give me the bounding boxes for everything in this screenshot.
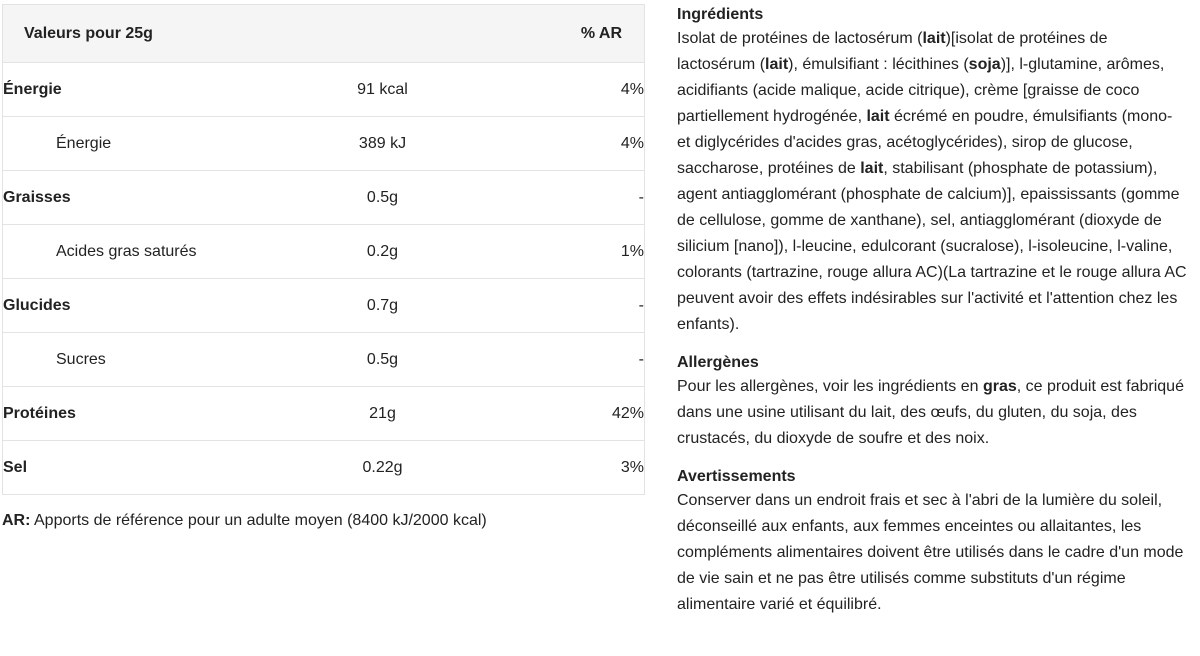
header-value xyxy=(303,5,463,63)
nutrient-reference-intake: - xyxy=(463,279,645,333)
ingredients-title: Ingrédients xyxy=(677,6,764,23)
nutrient-value: 0.7g xyxy=(303,279,463,333)
nutrition-row xyxy=(3,279,645,333)
nutrient-value: 21g xyxy=(303,387,463,441)
nutrient-reference-intake: - xyxy=(463,171,645,225)
nutrient-value: 0.2g xyxy=(303,225,463,279)
nutrient-reference-intake: 1% xyxy=(463,225,645,279)
nutrient-reference-intake: 4% xyxy=(463,63,645,117)
nutrient-reference-intake: - xyxy=(463,333,645,387)
text-segment: Pour les allergènes, voir les ingrédients en xyxy=(677,378,983,395)
nutrient-name: Sucres xyxy=(3,333,303,387)
ingredients-text xyxy=(677,26,1189,338)
nutrient-name: Énergie xyxy=(3,63,303,117)
nutrient-name: Énergie xyxy=(3,117,303,171)
text-segment: , ce produit est fabriqué dans une usine utilisant du lait, des œufs, du gluten, du soja, des crustacés, du dioxyde de soufre et des noix. xyxy=(677,378,1184,447)
allergens-section xyxy=(677,352,1189,452)
allergens-title: Allergènes xyxy=(677,354,759,371)
nutrition-panel xyxy=(2,4,644,495)
product-info xyxy=(677,4,1189,618)
nutrient-value: 389 kJ xyxy=(303,117,463,171)
nutrition-row xyxy=(3,171,645,225)
nutrition-row xyxy=(3,333,645,387)
bold-allergen: lait xyxy=(922,30,946,47)
nutrition-row xyxy=(3,117,645,171)
reference-intake-footnote xyxy=(2,512,487,530)
nutrition-table xyxy=(2,4,645,495)
text-segment: , stabilisant (phosphate de potassium), agent antiagglomérant (phosphate de calcium)], epaississants (gomme de cellulose, gomme de xanthane), sel, antiagglomérant (dioxyde de silicium [nano]), l-leucine, edulcorant (sucralose), l-isoleucine, l-valine, colorants (tartrazine, rouge allura AC)(La tartrazine et le rouge allura AC peuvent avoir des effets indésirables sur l'activité et l'attention chez les enfants). xyxy=(677,160,1187,333)
nutrition-header-row xyxy=(3,5,645,63)
bold-allergen: lait xyxy=(860,160,884,177)
nutrition-row xyxy=(3,63,645,117)
footnote-text: Apports de référence pour un adulte moyen (8400 kJ/2000 kcal) xyxy=(30,512,487,529)
bold-allergen: gras xyxy=(982,378,1017,395)
nutrient-reference-intake: 42% xyxy=(463,387,645,441)
allergens-text xyxy=(677,374,1189,452)
nutrition-row xyxy=(3,441,645,495)
header-reference-intake: % AR xyxy=(463,5,645,63)
text-segment: Isolat de protéines de lactosérum ( xyxy=(677,30,923,47)
nutrient-value: 0.22g xyxy=(303,441,463,495)
text-segment: écrémé en poudre, émulsifiants (mono- et diglycérides d'acides gras, acétoglycérides), sirop de glucose, saccharose, protéines de xyxy=(677,108,1173,177)
bold-allergen: lait xyxy=(765,56,789,73)
nutrient-name: Graisses xyxy=(3,171,303,225)
header-per-serving: Valeurs pour 25g xyxy=(3,5,303,63)
text-segment: ), émulsifiant : lécithines ( xyxy=(788,56,969,73)
nutrition-row xyxy=(3,387,645,441)
text-segment: )[isolat de protéines de lactosérum ( xyxy=(677,30,1108,73)
nutrition-row xyxy=(3,225,645,279)
bold-allergen: soja xyxy=(968,56,1001,73)
nutrient-value: 0.5g xyxy=(303,171,463,225)
warnings-section xyxy=(677,466,1189,618)
ingredients-section xyxy=(677,4,1189,338)
nutrient-name: Protéines xyxy=(3,387,303,441)
nutrient-name: Glucides xyxy=(3,279,303,333)
nutrient-name: Acides gras saturés xyxy=(3,225,303,279)
text-segment: Conserver dans un endroit frais et sec à l'abri de la lumière du soleil, déconseillé aux enfants, aux femmes enceintes ou allaitantes, les compléments alimentaires doivent être utilisés dans le cadre d'un mode de vie sain et ne pas être utilisés comme substituts d'un régime alimentaire varié et équilibré. xyxy=(677,492,1184,613)
warnings-text xyxy=(677,488,1189,618)
footnote-label: AR: xyxy=(2,512,31,529)
nutrient-value: 0.5g xyxy=(303,333,463,387)
warnings-title: Avertissements xyxy=(677,468,796,485)
nutrient-reference-intake: 4% xyxy=(463,117,645,171)
nutrient-value: 91 kcal xyxy=(303,63,463,117)
text-segment: )], l-glutamine, arômes, acidifiants (acide malique, acide citrique), crème [graisse de coco partiellement hydrogénée, xyxy=(677,56,1165,125)
nutrient-name: Sel xyxy=(3,441,303,495)
bold-allergen: lait xyxy=(866,108,890,125)
nutrient-reference-intake: 3% xyxy=(463,441,645,495)
